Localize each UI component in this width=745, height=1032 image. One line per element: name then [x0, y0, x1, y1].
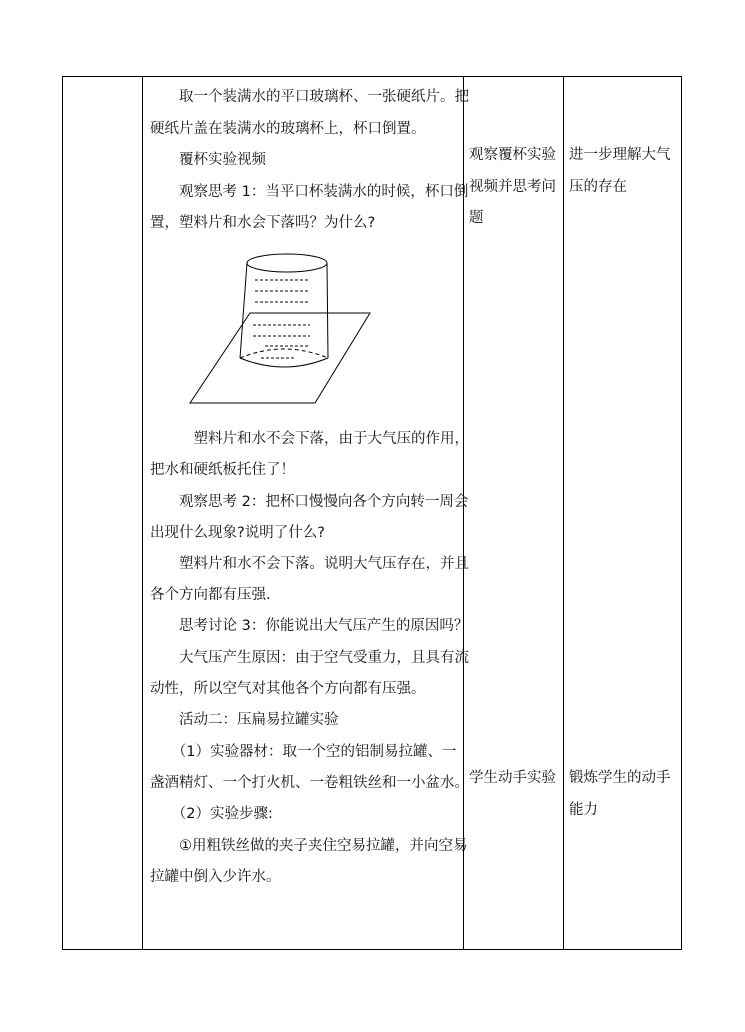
- content-line: 把水和硬纸板托住了！: [150, 462, 295, 478]
- student-activity-text: 观察覆杯实验: [469, 147, 556, 163]
- content-line: （2）实验步骤:: [150, 806, 273, 822]
- water-level-lines: [253, 280, 310, 358]
- content-line: 覆杯实验视频: [150, 152, 266, 168]
- content-line: 塑料片和水不会下落。说明大气压存在，并且: [150, 556, 469, 572]
- cup-mouth-front: [240, 358, 328, 367]
- column-divider-2: [463, 76, 464, 950]
- design-intent-text: 锻炼学生的动手: [569, 770, 671, 786]
- column-divider-1: [142, 76, 143, 950]
- content-line: 活动二：压扁易拉罐实验: [150, 712, 339, 728]
- table-right-border: [681, 76, 682, 950]
- table-bottom-border: [62, 949, 682, 950]
- student-activity-text: 题: [469, 210, 484, 226]
- content-line: 出现什么现象?说明了什么?: [150, 525, 325, 541]
- content-line: 观察思考 1：当平口杯装满水的时候，杯口倒: [150, 184, 469, 200]
- content-line: 拉罐中倒入少许水。: [150, 869, 281, 885]
- design-intent-text: 能力: [569, 802, 598, 818]
- content-line: ①用粗铁丝做的夹子夹住空易拉罐，并向空易: [150, 838, 468, 854]
- cup-mouth-back: [240, 349, 328, 358]
- design-intent-text: 进一步理解大气: [569, 147, 671, 163]
- table-left-border: [62, 76, 63, 950]
- design-intent-text: 压的存在: [569, 179, 627, 195]
- content-line: 观察思考 2：把杯口慢慢向各个方向转一周会: [150, 494, 469, 510]
- content-line: 置，塑料片和水会下落吗？为什么?: [150, 215, 376, 231]
- column-divider-3: [563, 76, 564, 950]
- student-activity-text: 学生动手实验: [469, 770, 556, 786]
- content-line: 大气压产生原因：由于空气受重力，且具有流: [150, 650, 469, 666]
- cardboard-sheet: [190, 313, 370, 403]
- cup-bottom-ellipse: [247, 254, 327, 272]
- table-top-border: [62, 76, 682, 77]
- content-line: 各个方向都有压强.: [150, 587, 271, 603]
- content-line: 硬纸片盖在装满水的玻璃杯上，杯口倒置。: [150, 121, 426, 137]
- cup-left-wall: [240, 263, 247, 358]
- student-activity-text: 视频并思考问: [469, 179, 556, 195]
- content-line: （1）实验器材：取一个空的铝制易拉罐、一: [150, 744, 457, 760]
- content-line: 塑料片和水不会下落，由于大气压的作用，: [150, 431, 469, 447]
- content-line: 思考讨论 3：你能说出大气压产生的原因吗？: [150, 618, 469, 634]
- content-line: 取一个装满水的平口玻璃杯、一张硬纸片。把: [150, 89, 469, 105]
- content-line: 动性，所以空气对其他各个方向都有压强。: [150, 681, 426, 697]
- cup-right-wall: [327, 263, 328, 358]
- inverted-cup-diagram: [185, 248, 375, 408]
- content-line: 盏酒精灯、一个打火机、一卷粗铁丝和一小盆水。: [150, 775, 469, 791]
